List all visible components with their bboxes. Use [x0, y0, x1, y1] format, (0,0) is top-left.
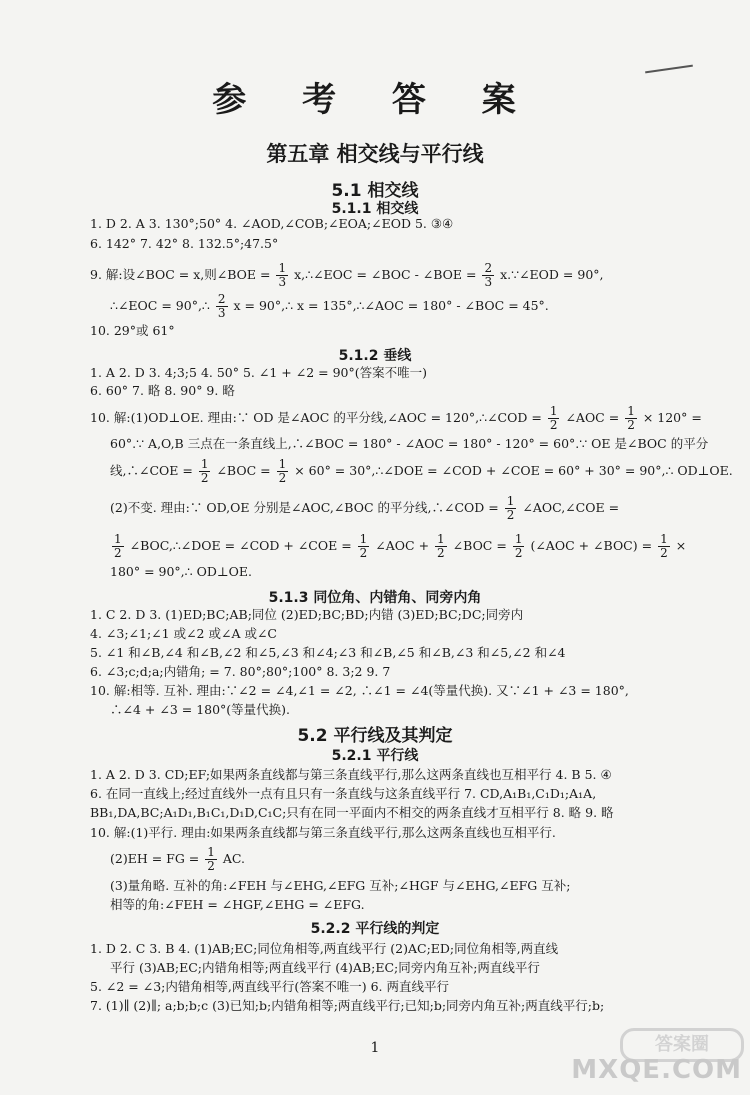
answer-line: 1. D 2. C 3. B 4. (1)AB;EC;同位角相等,两直线平行 (2)AC;ED;同位角相等,两直线	[90, 941, 559, 956]
answer-line: 平行 (3)AB;EC;内错角相等;两直线平行 (4)AB;EC;同旁内角互补;两直线平行	[110, 960, 540, 975]
fraction: $\frac{1}{2}$	[437, 532, 445, 560]
subsection-heading-5-1-3: 5.1.3 同位角、内错角、同旁内角	[268, 590, 482, 606]
subsection-heading-5-1-1: 5.1.1 相交线	[331, 201, 419, 217]
answer-line: 线,∴∠COE = $\frac{1}{2}$ ∠BOC = $\frac{1}{2}$ × 60° = 30°,∴∠DOE = ∠COD + ∠COE = 60° + 30° = 90°,∴ OD⊥OE.	[110, 457, 733, 485]
answer-line: 6. 142° 7. 42° 8. 132.5°;47.5°	[90, 236, 279, 251]
page-number: 1	[370, 1040, 380, 1056]
answer-line: 6. ∠3;c;d;a;内错角; = 7. 80°;80°;100° 8. 3;2 9. 7	[90, 664, 391, 679]
fraction: $\frac{1}{2}$	[114, 532, 122, 560]
page-title: 参 考 答 案	[212, 80, 538, 120]
answer-line: ∴∠4 + ∠3 = 180°(等量代换).	[110, 702, 291, 717]
answer-line: BB₁,DA,BC;A₁D₁,B₁C₁,D₁D,C₁C;只有在同一平面内不相交的两条直线才互相平行 8. 略 9. 略	[90, 805, 614, 820]
fraction: $\frac{1}{2}$	[359, 532, 368, 560]
answer-line: 4. ∠3;∠1;∠1 或∠2 或∠A 或∠C	[90, 626, 277, 641]
answer-line: 6. 在同一直线上;经过直线外一点有且只有一条直线与这条直线平行 7. CD,A₁B₁,C₁D₁;A₁A,	[90, 786, 597, 801]
answer-line: 10. 解:相等. 互补. 理由:∵∠2 = ∠4,∠1 = ∠2, ∴∠1 = ∠4(等量代换). 又∵∠1 + ∠3 = 180°,	[90, 683, 629, 698]
fraction: $\frac{1}{3}$	[278, 261, 287, 289]
answer-line: 1. A 2. D 3. CD;EF;如果两条直线都与第三条直线平行,那么这两条直线也互相平行 4. B 5. ④	[90, 767, 612, 782]
answer-line: 6. 60° 7. 略 8. 90° 9. 略	[90, 383, 235, 398]
fraction: $\frac{1}{2}$	[506, 494, 515, 522]
fraction: $\frac{1}{2}$	[660, 532, 668, 560]
answer-line: $\frac{1}{2}$ ∠BOC,∴∠DOE = ∠COD + ∠COE = $\frac{1}{2}$ ∠AOC + $\frac{1}{2}$ ∠BOC = $\frac{1}{2}$ (∠AOC + ∠BOC) = $\frac{1}{2}$ ×	[114, 532, 687, 560]
subsection-heading-5-2-1: 5.2.1 平行线	[331, 748, 419, 764]
fraction: $\frac{1}{2}$	[514, 532, 523, 560]
answer-line: 60°.∵ A,O,B 三点在一条直线上,∴∠BOC = 180° - ∠AOC = 180° - 120° = 60°.∵ OE 是∠BOC 的平分	[110, 436, 709, 451]
watermark-logo: 答案圈	[620, 1028, 744, 1062]
answer-line: 7. (1)∥ (2)∥; a;b;b;c (3)已知;b;内错角相等;两直线平行;已知;b;同旁内角互补;两直线平行;b;	[90, 998, 605, 1013]
answer-line: ∴∠EOC = 90°,∴ $\frac{2}{3}$ x = 90°,∴ x = 135°,∴∠AOC = 180° - ∠BOC = 45°.	[110, 292, 549, 320]
answer-line: 相等的角:∠FEH = ∠HGF,∠EHG = ∠EFG.	[110, 897, 365, 912]
chapter-heading: 第五章 相交线与平行线	[266, 142, 484, 166]
subsection-heading-5-2-2: 5.2.2 平行线的判定	[310, 921, 440, 937]
answer-line: (2)EH = FG = $\frac{1}{2}$ AC.	[110, 845, 245, 873]
answer-line: 180° = 90°,∴ OD⊥OE.	[110, 564, 252, 579]
section-heading-5-2: 5.2 平行线及其判定	[297, 726, 453, 746]
fraction: $\frac{2}{3}$	[484, 261, 493, 289]
answer-line: (3)量角略. 互补的角:∠FEH 与∠EHG,∠EFG 互补;∠HGF 与∠EHG,∠EFG 互补;	[110, 878, 571, 893]
fraction: $\frac{1}{2}$	[278, 457, 287, 485]
answer-line: 5. ∠2 = ∠3;内错角相等,两直线平行(答案不唯一) 6. 两直线平行	[90, 979, 449, 994]
answer-line: 1. C 2. D 3. (1)ED;BC;AB;同位 (2)ED;BC;BD;内错 (3)ED;BC;DC;同旁内	[90, 607, 524, 622]
answer-line: 5. ∠1 和∠B,∠4 和∠B,∠2 和∠5,∠3 和∠4;∠3 和∠B,∠5 和∠B,∠3 和∠5,∠2 和∠4	[90, 645, 566, 660]
fraction: $\frac{1}{2}$	[207, 845, 215, 873]
answer-line: 10. 解:(1)平行. 理由:如果两条直线都与第三条直线平行,那么这两条直线也互相平行.	[90, 825, 556, 840]
answer-line: 1. A 2. D 3. 4;3;5 4. 50° 5. ∠1 + ∠2 = 90°(答案不唯一)	[90, 365, 427, 380]
section-heading-5-1: 5.1 相交线	[331, 181, 419, 201]
fraction: $\frac{1}{2}$	[549, 404, 558, 432]
fraction: $\frac{1}{2}$	[200, 457, 209, 485]
answer-line: 1. D 2. A 3. 130°;50° 4. ∠AOD,∠COB;∠EOA;∠EOD 5. ③④	[90, 216, 454, 231]
subsection-heading-5-1-2: 5.1.2 垂线	[338, 348, 412, 364]
fraction: $\frac{1}{2}$	[627, 404, 635, 432]
answer-line: 9. 解:设∠BOC = x,则∠BOE = $\frac{1}{3}$ x,∴∠EOC = ∠BOC - ∠BOE = $\frac{2}{3}$ x.∵∠EOD = 90°,	[90, 261, 604, 289]
answer-line: 10. 解:(1)OD⊥OE. 理由:∵ OD 是∠AOC 的平分线,∠AOC = 120°,∴∠COD = $\frac{1}{2}$ ∠AOC = $\frac{1}{2}$ × 120° =	[90, 404, 702, 432]
watermark-site: MXQE.COM	[571, 1055, 742, 1085]
fraction: $\frac{2}{3}$	[217, 292, 226, 320]
answer-line: (2)不变. 理由:∵ OD,OE 分别是∠AOC,∠BOC 的平分线,∴∠COD = $\frac{1}{2}$ ∠AOC,∠COE =	[110, 494, 620, 522]
answer-line: 10. 29°或 61°	[90, 323, 175, 338]
